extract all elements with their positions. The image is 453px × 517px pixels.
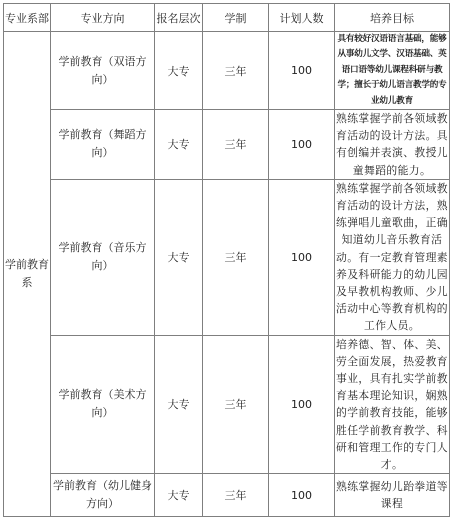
major-cell: 学前教育（美术方向） [51,335,155,474]
header-duration: 学制 [203,4,269,32]
goal-cell [335,32,450,110]
header-level: 报名层次 [155,4,203,32]
table-row [4,110,450,180]
goal-text: 熟练掌握学前各领域教育活动的设计方法，熟练弹唱儿童歌曲，正确知道幼儿音乐教育活动。有一定教育管理素养及科研能力的幼儿园及早教机构教师、少儿活动中心等教育机构的 [336,181,448,316]
duration-cell: 三年 [203,32,269,110]
level-cell: 大专 [155,32,203,110]
goal-cell [335,179,450,335]
duration-cell: 三年 [203,474,269,517]
department-cell: 学前教育系 [4,32,51,517]
table-header-row [4,4,450,32]
duration-cell: 三年 [203,110,269,180]
major-cell: 学前教育（幼儿健身方向） [51,474,155,517]
table-row [4,179,450,335]
planned-count-cell: 100 [269,335,335,474]
table-row [4,335,450,474]
duration-cell: 三年 [203,179,269,335]
goal-text: 熟练掌握学前各领域教育活动的设计方法。具有创编并表演、教授儿童舞蹈的能力。 [336,112,448,177]
goal-cell [335,474,450,517]
goal-text-end: 才。 [380,458,404,472]
major-cell: 学前教育（双语方向） [51,32,155,110]
table-row [4,474,450,517]
level-cell: 大专 [155,110,203,180]
header-goal: 培养目标 [335,4,450,32]
planned-count-cell: 100 [269,474,335,517]
table-row [4,32,450,110]
level-cell: 大专 [155,179,203,335]
planned-count-cell: 100 [269,179,335,335]
planned-count-cell: 100 [269,110,335,180]
major-cell: 学前教育（舞蹈方向） [51,110,155,180]
level-cell: 大专 [155,474,203,517]
goal-cell [335,335,450,474]
planned-count-cell: 100 [269,32,335,110]
goal-text: 熟练掌握幼儿跆拳道等 [336,480,448,494]
major-cell: 学前教育（音乐方向） [51,179,155,335]
header-planned: 计划人数 [269,4,335,32]
header-department: 专业系部 [4,4,51,32]
goal-text-end: 课程 [380,497,404,511]
goal-text: 具有较好汉语语言基础，能够从事幼儿文学、汉语基础、英语口语等幼儿课程科研与教学；擅长于幼儿语言教学的专业幼儿教育 [337,34,447,106]
duration-cell: 三年 [203,335,269,474]
enrollment-plan-table [3,3,450,517]
level-cell: 大专 [155,335,203,474]
goal-text-end: 工作人员。 [364,319,420,333]
goal-text: 培养德、智、体、美、劳全面发展，热爱教育事业，具有扎实学前教育基本理论知识，娴熟的学前教育技能，能够胜任学前教育教学、科研和管理工作的专门人 [336,337,448,454]
header-major: 专业方向 [51,4,155,32]
goal-cell [335,110,450,180]
